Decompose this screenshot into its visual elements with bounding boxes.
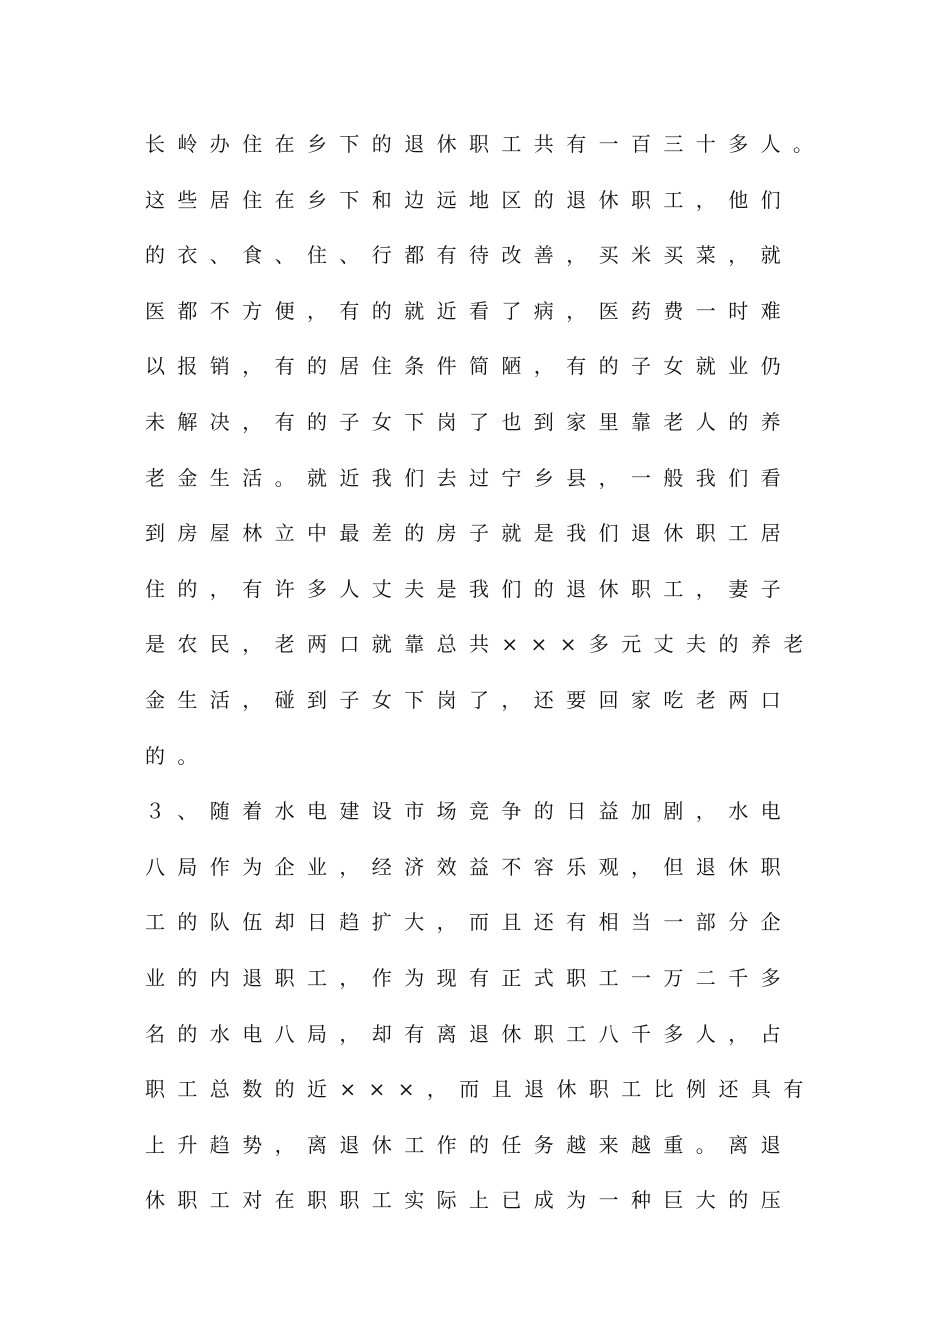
text-line: 休职工对在职职工实际上已成为一种巨大的压 [145,1188,793,1213]
text-line: 以报销，有的居住条件简陋，有的子女就业仍 [145,354,793,379]
text-line: 工的队伍却日趋扩大，而且还有相当一部分企 [145,910,793,935]
text-line: 金生活，碰到子女下岗了，还要回家吃老两口 [145,687,793,712]
body-text [145,126,845,1238]
text-line: 职工总数的近×××，而且退休职工比例还具有 [145,1077,816,1102]
text-line: 这些居住在乡下和边远地区的退休职工，他们 [145,187,793,212]
text-line: ３、随着水电建设市场竞争的日益加剧，水电 [145,799,793,824]
text-line: 到房屋林立中最差的房子就是我们退休职工居 [145,521,793,546]
text-line: 是农民，老两口就靠总共×××多元丈夫的养老 [145,632,816,657]
text-line: 名的水电八局，却有离退休职工八千多人，占 [145,1021,793,1046]
text-line: 长岭办住在乡下的退休职工共有一百三十多人。 [145,132,826,156]
text-line: 的衣、食、住、行都有待改善，买米买菜，就 [145,243,793,268]
text-line: 的。 [145,743,210,768]
text-line: 八局作为企业，经济效益不容乐观，但退休职 [145,854,793,879]
text-line: 上升趋势，离退休工作的任务越来越重。离退 [145,1132,793,1157]
text-line: 住的，有许多人丈夫是我们的退休职工，妻子 [145,576,793,601]
text-line: 医都不方便，有的就近看了病，医药费一时难 [145,298,793,323]
text-line: 老金生活。就近我们去过宁乡县，一般我们看 [145,465,793,490]
text-line: 未解决，有的子女下岗了也到家里靠老人的养 [145,409,793,434]
text-line: 业的内退职工，作为现有正式职工一万二千多 [145,965,793,990]
